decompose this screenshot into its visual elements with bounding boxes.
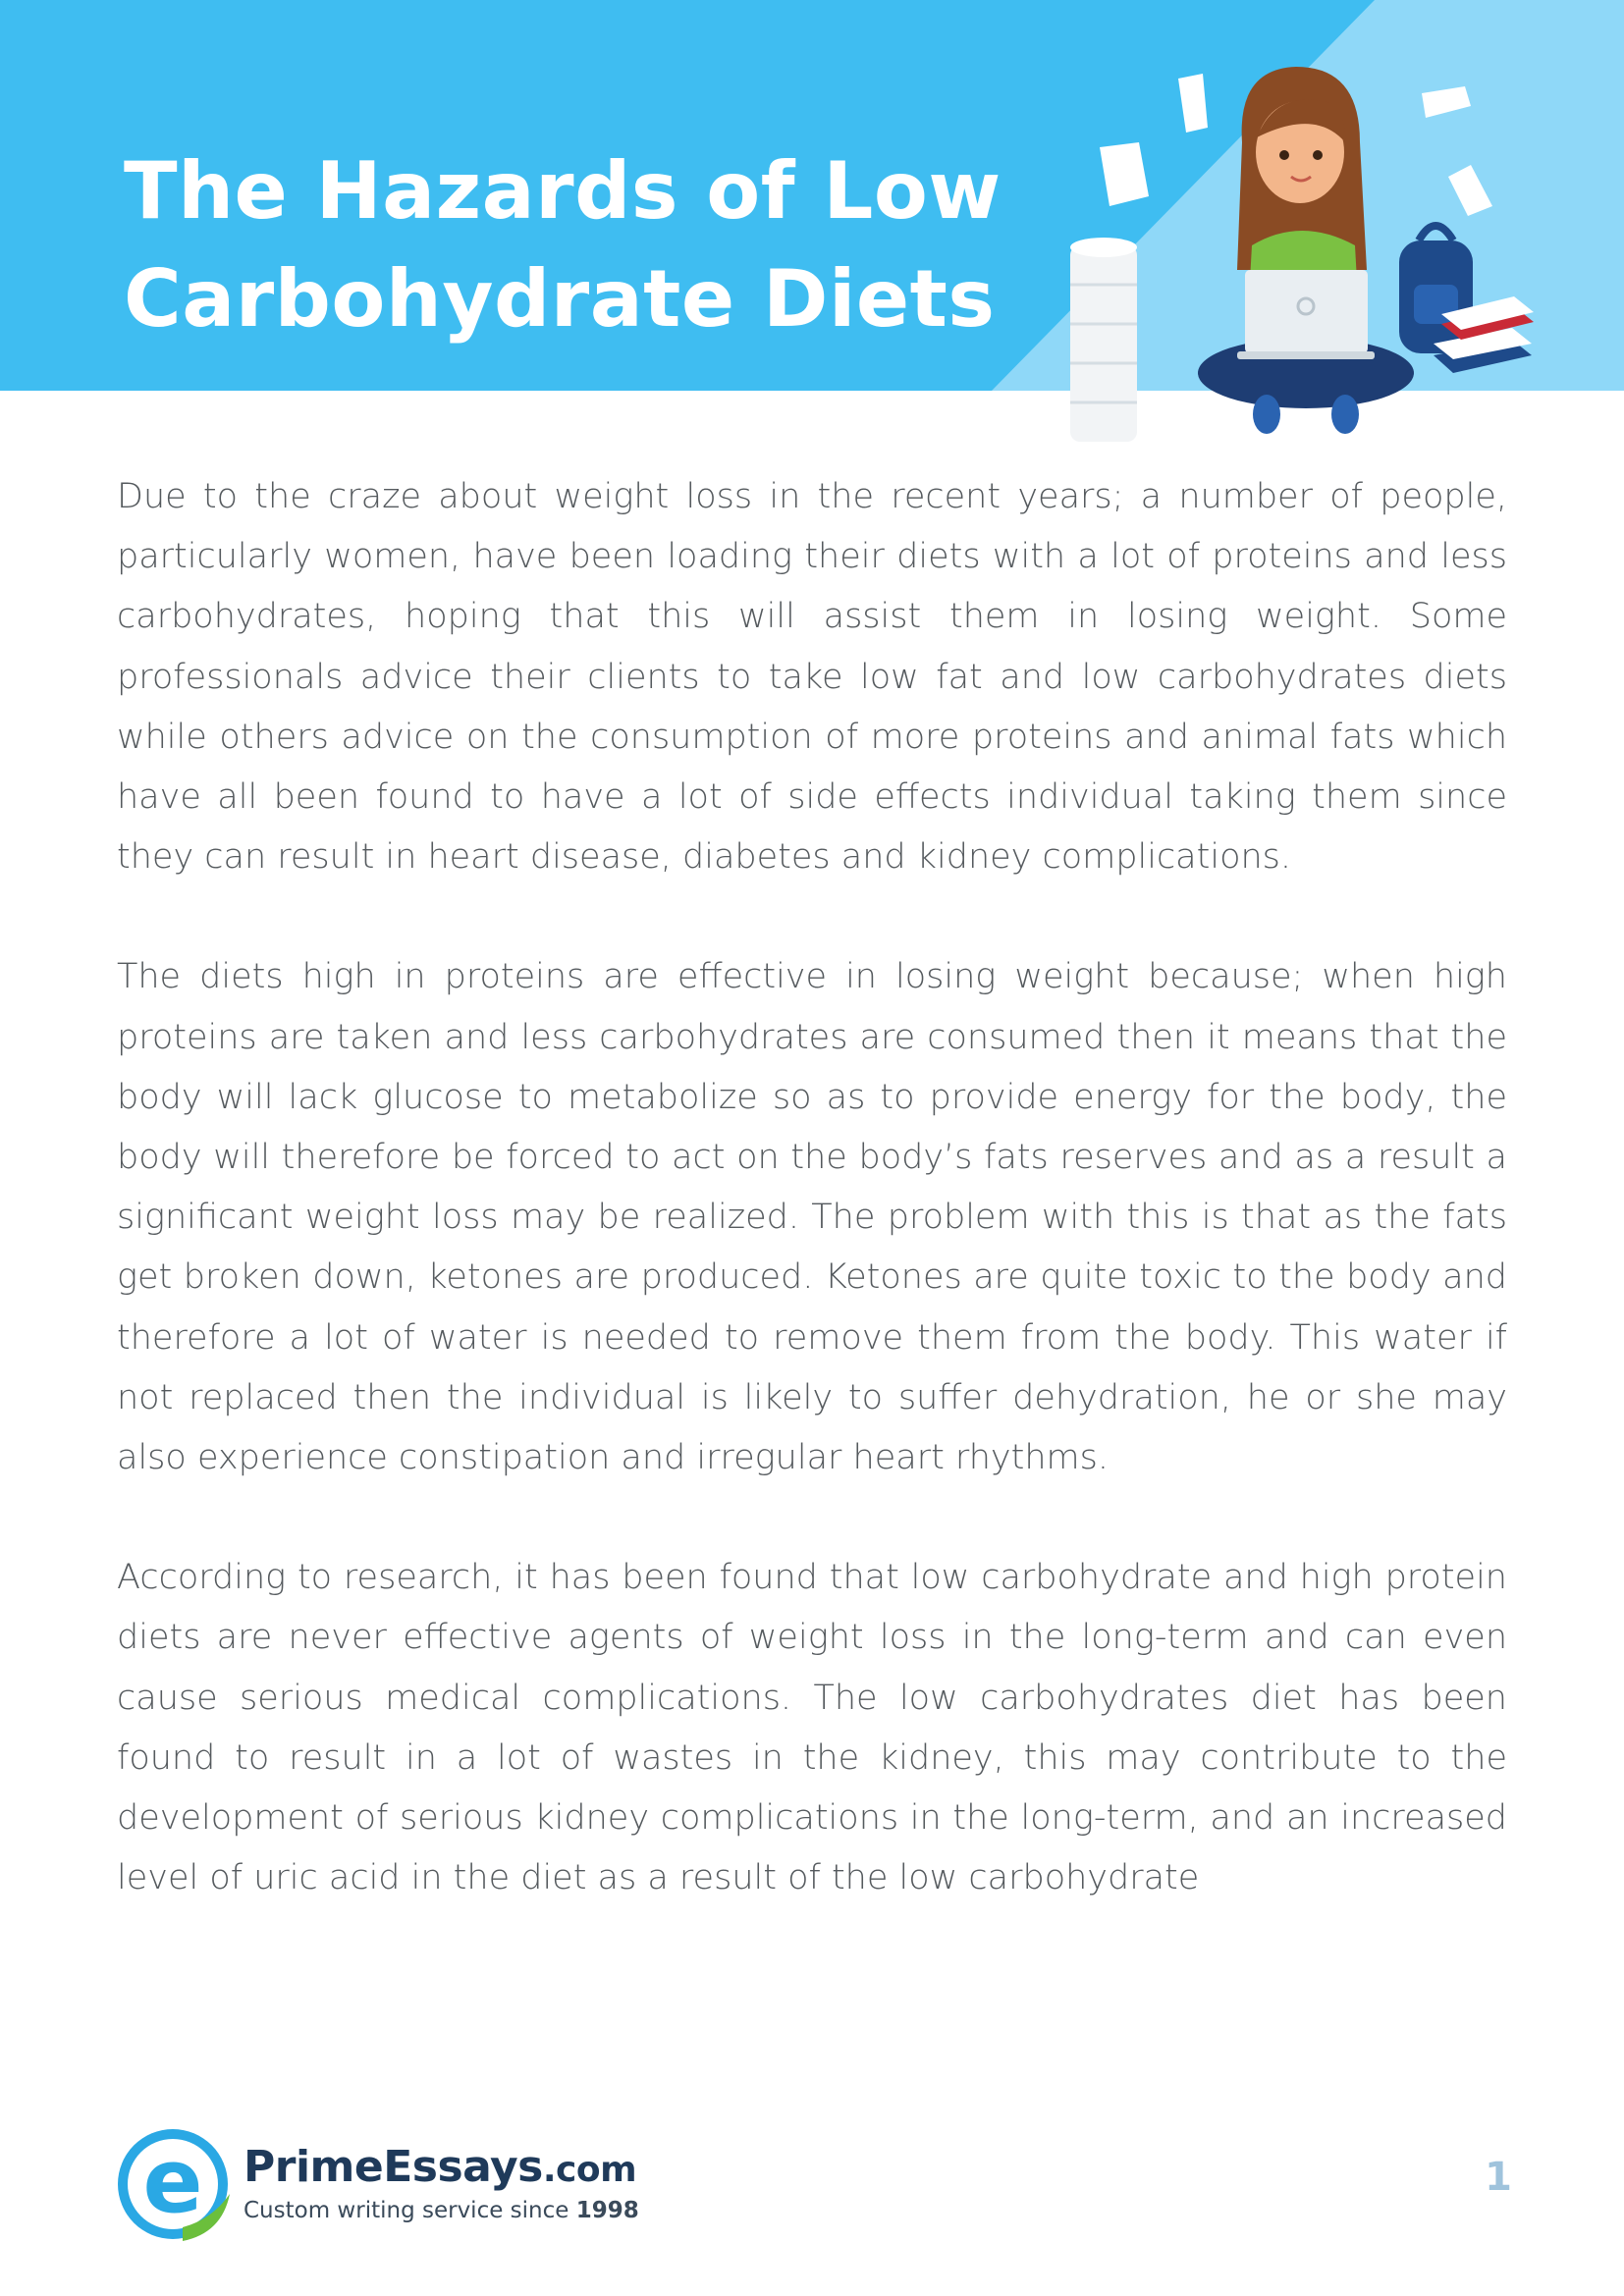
page-title bbox=[124, 137, 1007, 353]
paragraph-3: According to research, it has been found that low carbohydrate and high protein diets are never effective agents of weight loss in the long-term and can even cause serious medical complications. The low carbohydrates diet has been found to result in a lot of wastes in the kidney, this may contribute to the development of serious kidney complications in the long-term, and an increased level of uric acid in the diet as a result of the low carbohydrate bbox=[117, 1558, 1507, 1898]
student-with-laptop-illustration bbox=[1060, 49, 1551, 461]
laptop-icon bbox=[1237, 270, 1375, 359]
brand-block bbox=[244, 2142, 639, 2223]
title-line-2: Carbohydrate Diets bbox=[124, 253, 996, 345]
brand-tagline: Custom writing service since 1998 bbox=[244, 2198, 639, 2223]
page-number: 1 bbox=[1485, 2155, 1512, 2200]
paragraph-2: The diets high in proteins are effective in losing weight because; when high proteins are taken and less carbohydrates are consumed then it means that the body will lack glucose to metabolize so as to provide energy for the body, the body will therefore be forced to act on the body’s fats reserves and as a result a significant weight loss may be realized. The problem with this is that as the fats get broken down, ketones are produced. Ketones are quite toxic to the body and therefore a lot of water is needed to remove them from the body. This water if not replaced then the individual is likely to suffer dehydration, he or she may also experience constipation and irregular heart rhythms. bbox=[117, 957, 1507, 1478]
paragraph-1: Due to the craze about weight loss in the recent years; a number of people, particularly women, have been loading their diets with a lot of proteins and less carbohydrates, hoping that this will assist them in losing weight. Some professionals advice their clients to take low fat and low carbohydrates diets while others advice on the consumption of more proteins and animal fats which have all been found to have a lot of side effects individual taking them since they can result in heart disease, diabetes and kidney complications. bbox=[117, 477, 1507, 878]
logo-letter: e bbox=[142, 2130, 203, 2233]
essay-body bbox=[117, 467, 1507, 1968]
primeessays-logo-icon bbox=[114, 2125, 232, 2243]
title-line-1: The Hazards of Low bbox=[124, 145, 1001, 237]
brand-name: PrimeEssays.com bbox=[244, 2142, 637, 2192]
paper-stack-icon bbox=[1070, 238, 1137, 442]
